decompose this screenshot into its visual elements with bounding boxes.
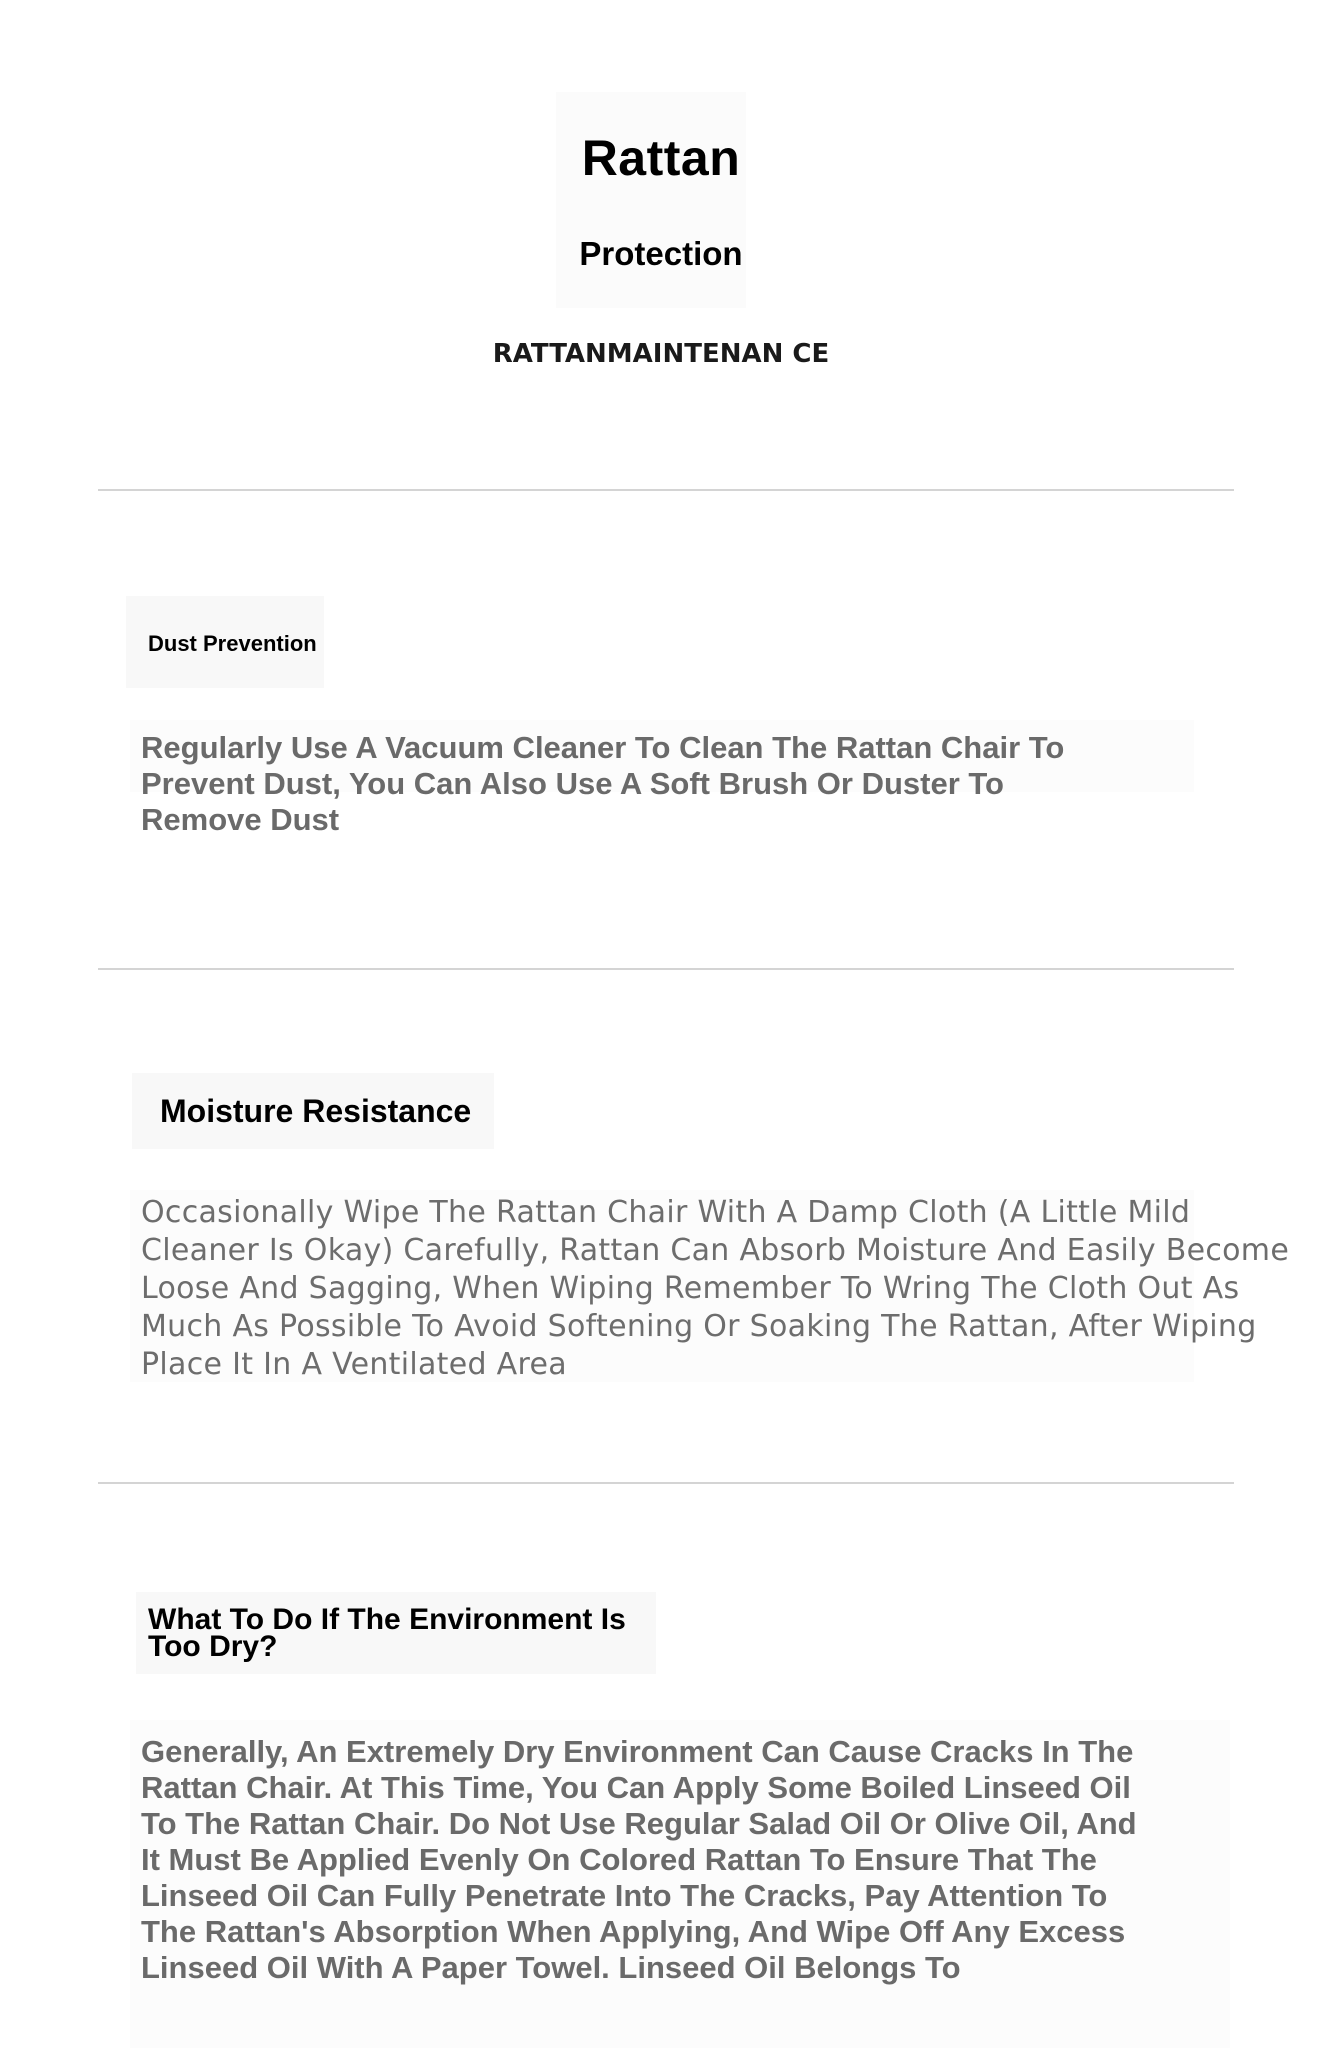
page-subtitle: Protection xyxy=(579,235,743,272)
brand-label: RATTANMAINTENAN CE xyxy=(492,339,830,369)
section-body-environment-dry: Generally, An Extremely Dry Environment Can Cause Cracks In The Rattan Chair. At This Time, You Can Apply Some Boiled Linseed Oil To The Rattan Chair. Do Not Use Regular Salad Oil Or Olive Oil, And It Must Be Applied Evenly On Colored Rattan To Ensure That The Linseed Oil Can Fully Penetrate Into The Cracks, Pay Attention To The Rattan's Absorption When Applying, And Wipe Off Any Excess Linseed Oil With A Paper Towel. Linseed Oil Belongs To xyxy=(141,1734,1137,1985)
section-body-moisture-resistance: Occasionally Wipe The Rattan Chair With A Damp Cloth (A Little Mild Cleaner Is Okay) Carefully, Rattan Can Absorb Moisture And Easily Become Loose And Sagging, When Wiping Remember To Wring The Cloth Out As Much As Possible To Avoid Softening Or Soaking The Rattan, After Wiping Place It In A Ventilated Area xyxy=(141,1195,1290,1382)
section-heading-environment-dry: What To Do If The Environment Is Too Dry? xyxy=(148,1603,626,1663)
section-heading-moisture-resistance: Moisture Resistance xyxy=(160,1093,472,1129)
title-block-background xyxy=(556,92,746,308)
divider xyxy=(98,968,1234,970)
section-body-dust-prevention: Regularly Use A Vacuum Cleaner To Clean The Rattan Chair To Prevent Dust, You Can Also Use A Soft Brush Or Duster To Remove Dust xyxy=(141,730,1065,837)
divider xyxy=(98,489,1234,491)
section-heading-dust-prevention: Dust Prevention xyxy=(148,631,317,656)
divider xyxy=(98,1482,1234,1484)
page-title: Rattan xyxy=(581,130,741,186)
